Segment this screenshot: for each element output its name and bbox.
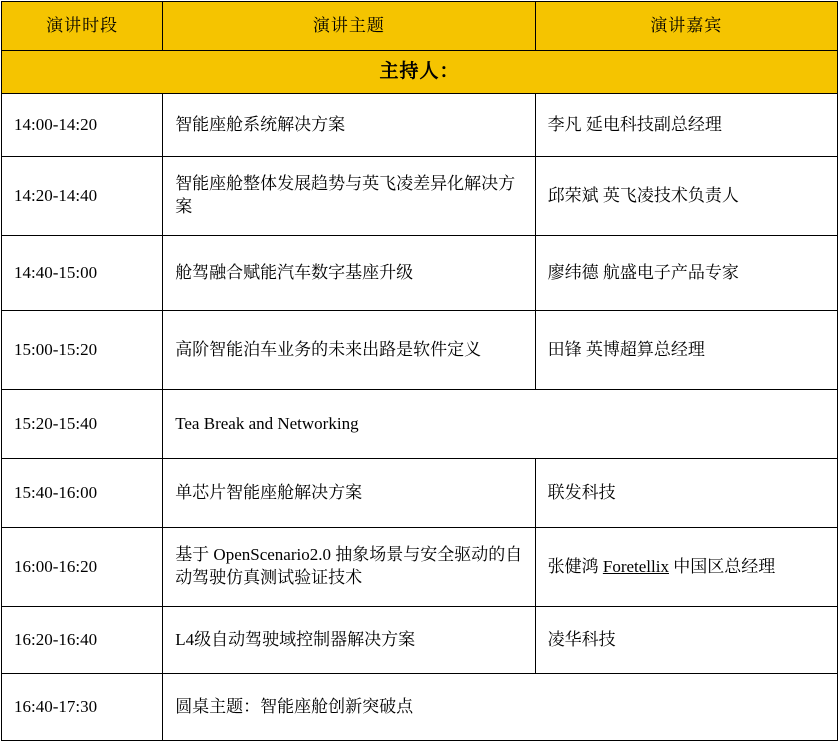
- table-row: [2, 607, 838, 674]
- agenda-table-container: [0, 1, 839, 741]
- row-topic: Tea Break and Networking: [163, 390, 838, 459]
- row-topic: 高阶智能泊车业务的未来出路是软件定义: [163, 311, 535, 390]
- row-topic: 舱驾融合赋能汽车数字基座升级: [163, 236, 535, 311]
- table-row: [2, 459, 838, 528]
- row-topic: 智能座舱整体发展趋势与英飞凌差异化解决方案: [163, 157, 535, 236]
- table-body: [2, 51, 838, 741]
- row-topic: 基于 OpenScenario2.0 抽象场景与安全驱动的自动驾驶仿真测试验证技术: [163, 528, 535, 607]
- agenda-table: [1, 1, 838, 741]
- row-time: 14:40-15:00: [2, 236, 163, 311]
- guest-name-suffix: 中国区总经理: [668, 556, 776, 576]
- row-time: 14:00-14:20: [2, 94, 163, 157]
- table-header: [2, 2, 838, 51]
- row-time: 16:40-17:30: [2, 674, 163, 741]
- table-row: [2, 311, 838, 390]
- row-topic: 圆桌主题：智能座舱创新突破点: [163, 674, 838, 741]
- row-topic: L4级自动驾驶域控制器解决方案: [163, 607, 535, 674]
- table-row: [2, 157, 838, 236]
- row-guest: 邱荣斌 英飞凌技术负责人: [535, 157, 837, 236]
- column-header-time: 演讲时段: [2, 2, 163, 51]
- row-time: 15:40-16:00: [2, 459, 163, 528]
- row-guest: 联发科技: [535, 459, 837, 528]
- row-time: 15:20-15:40: [2, 390, 163, 459]
- company-link[interactable]: Foretellix: [602, 556, 669, 576]
- table-row: [2, 94, 838, 157]
- host-label: 主持人：: [2, 51, 838, 94]
- column-header-guest: 演讲嘉宾: [535, 2, 837, 51]
- row-time: 16:00-16:20: [2, 528, 163, 607]
- row-topic: 单芯片智能座舱解决方案: [163, 459, 535, 528]
- row-guest: 李凡 延电科技副总经理: [535, 94, 837, 157]
- row-guest: 廖纬德 航盛电子产品专家: [535, 236, 837, 311]
- row-guest: [535, 528, 837, 607]
- guest-name-prefix: 张健鸿: [547, 556, 603, 576]
- row-guest: 田锋 英博超算总经理: [535, 311, 837, 390]
- column-header-topic: 演讲主题: [163, 2, 535, 51]
- header-row: [2, 2, 838, 51]
- table-row: [2, 674, 838, 741]
- row-time: 15:00-15:20: [2, 311, 163, 390]
- row-guest: 凌华科技: [535, 607, 837, 674]
- table-row: [2, 390, 838, 459]
- row-topic: 智能座舱系统解决方案: [163, 94, 535, 157]
- host-row: [2, 51, 838, 94]
- table-row: [2, 528, 838, 607]
- row-time: 14:20-14:40: [2, 157, 163, 236]
- table-row: [2, 236, 838, 311]
- row-time: 16:20-16:40: [2, 607, 163, 674]
